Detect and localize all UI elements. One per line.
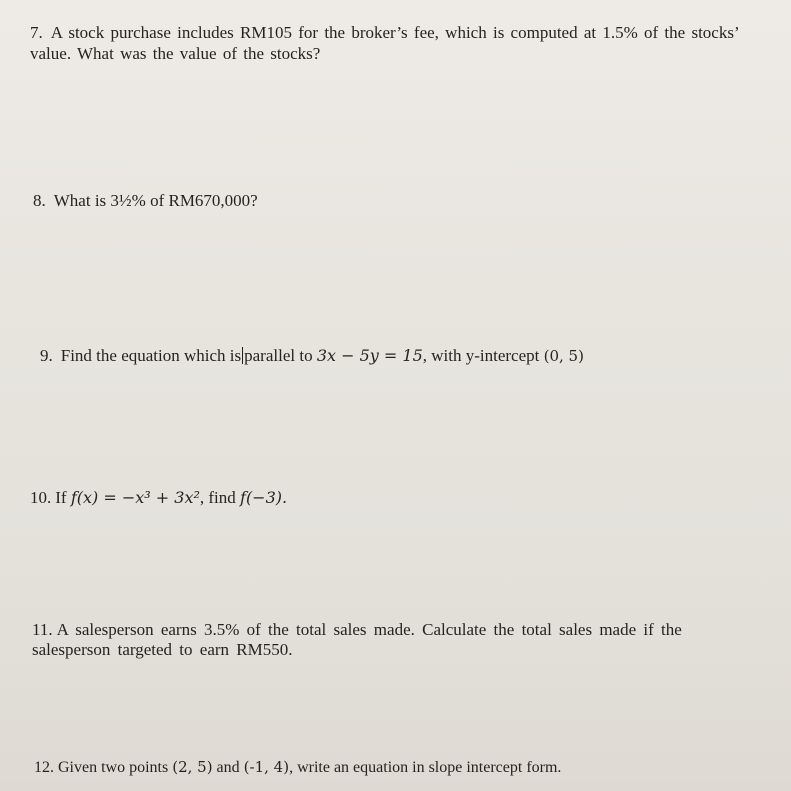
question-7-number: 7. (30, 23, 43, 42)
question-12-text-before: Given two points (58, 759, 169, 776)
question-10 (30, 487, 287, 508)
question-12-and: and (216, 759, 240, 776)
question-9-text-before: Find the equation which is (60, 346, 242, 365)
question-9-text-after: parallel to (244, 346, 313, 365)
question-12-point-b: (-1, 4) (243, 758, 290, 776)
question-12-text-after: , write an equation in slope intercept form. (289, 759, 562, 776)
question-8 (33, 190, 258, 211)
question-9 (40, 345, 584, 367)
question-8-text: What is 3½% of RM670,000? (53, 191, 258, 210)
question-12 (34, 757, 561, 778)
question-9-point: (0, 5) (543, 347, 584, 365)
question-9-equation: 3x − 5y = 15 (316, 346, 423, 365)
text-cursor-icon (242, 347, 243, 364)
question-10-number: 10. (30, 488, 52, 507)
question-12-number: 12. (34, 759, 54, 776)
question-11-text: A salesperson earns 3.5% of the total sales made. Calculate the total sales made if the salesperson targeted to earn RM550. (32, 620, 682, 659)
question-9-number: 9. (40, 346, 53, 365)
question-7-text: A stock purchase includes RM105 for the broker’s fee, which is computed at 1.5% of the stocks’ value. What was the value of the stocks? (30, 23, 739, 63)
question-10-function: f(x) = −x³ + 3x² (70, 488, 200, 507)
question-10-mid: , find (199, 488, 236, 507)
question-7 (30, 22, 765, 64)
question-8-number: 8. (33, 191, 46, 210)
question-11-number: 11. (32, 620, 53, 639)
question-10-prefix: If (55, 488, 67, 507)
question-9-text-with: , with y-intercept (422, 346, 540, 365)
question-10-target: f(−3). (240, 488, 288, 507)
question-12-point-a: (2, 5) (172, 758, 213, 776)
question-11 (32, 620, 722, 660)
